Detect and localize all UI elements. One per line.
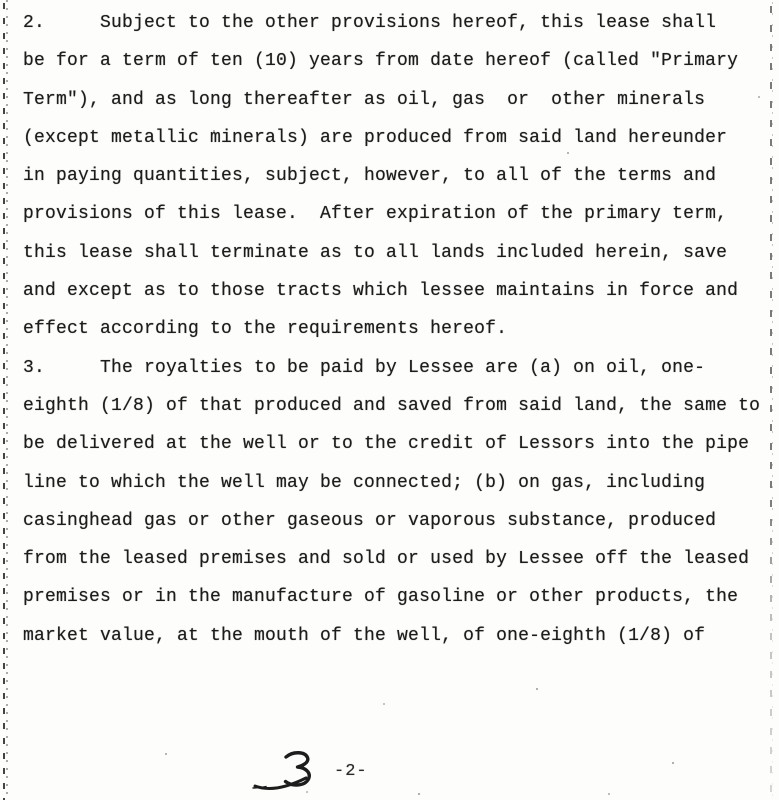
document-line: this lease shall terminate as to all lands included herein, save [23,242,728,263]
document-line: market value, at the mouth of the well, of one-eighth (1/8) of [23,625,706,646]
document-line: (except metallic minerals) are produced from said land hereunder [23,127,728,148]
page-number: -2- [334,762,368,781]
document-line: casinghead gas or other gaseous or vaporous substance, produced [23,510,717,531]
document-line: 3. The royalties to be paid by Lessee are (a) on oil, one- [23,357,706,378]
document-line: and except as to those tracts which lessee maintains in force and [23,281,739,302]
handwritten-number-3-icon [252,750,324,792]
document-line: from the leased premises and sold or used by Lessee off the leased [23,549,750,570]
lease-body-text [23,4,768,655]
document-line: be delivered at the well or to the credit of Lessors into the pipe [23,434,750,455]
document-line: line to which the well may be connected; (b) on gas, including [23,472,706,493]
document-line: eighth (1/8) of that produced and saved from said land, the same to [23,395,761,416]
document-line: in paying quantities, subject, however, to all of the terms and [23,166,717,187]
document-line: 2. Subject to the other provisions hereof, this lease shall [23,13,717,33]
right-torn-edge [768,0,774,800]
document-line: premises or in the manufacture of gasoline or other products, the [23,587,739,608]
document-line: be for a term of ten (10) years from date hereof (called "Primary [23,51,739,72]
left-torn-edge [2,0,8,800]
scan-noise-specks [0,0,2,2]
document-line: effect according to the requirements hereof. [23,319,508,340]
document-line: Term"), and as long thereafter as oil, gas or other minerals [23,89,706,110]
document-line: provisions of this lease. After expiration of the primary term, [23,204,728,225]
page-footer [0,744,779,794]
